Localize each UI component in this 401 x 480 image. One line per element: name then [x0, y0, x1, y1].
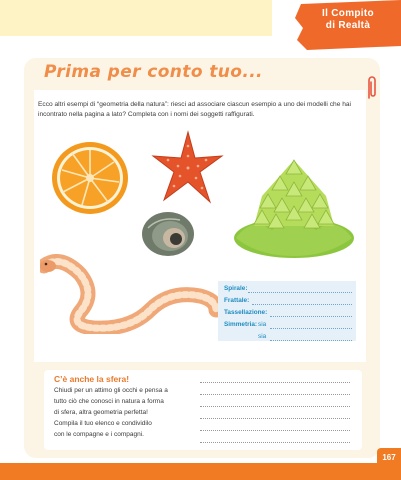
romanesco-image	[232, 156, 356, 260]
compito-badge	[293, 0, 401, 52]
sfera-write-line[interactable]	[200, 382, 350, 383]
field-simmetria-1[interactable]	[270, 328, 352, 329]
sfera-instructions	[54, 385, 192, 440]
field-spirale[interactable]	[248, 292, 352, 293]
answer-row-frattale	[224, 297, 249, 304]
sfera-line-1: Chiudi per un attimo gli occhi e pensa a	[54, 387, 168, 394]
answer-row-spirale	[224, 285, 247, 292]
header-band	[0, 0, 272, 36]
starfish-image	[150, 128, 226, 206]
sfera-write-line[interactable]	[200, 418, 350, 419]
label-spirale: Spirale:	[224, 285, 248, 292]
field-simmetria-2[interactable]	[270, 340, 352, 341]
badge-line-1: Il Compito	[322, 8, 374, 19]
page-number: 167	[377, 448, 401, 468]
sfera-write-line[interactable]	[200, 394, 350, 395]
badge-line-2: di Realtà	[325, 20, 371, 31]
sfera-write-line[interactable]	[200, 430, 350, 431]
label-tassellazione: Tassellazione:	[224, 309, 268, 316]
label-sia-1: sia	[258, 321, 267, 328]
label-frattale: Frattale:	[224, 297, 250, 304]
sfera-title: C’è anche la sfera!	[54, 374, 130, 384]
paperclip-icon	[364, 74, 378, 100]
intro-text: Ecco altri esempi di “geometria della natura”: riesci ad associare ciascun esempio a uno dei modelli che hai incontrato nella pagina a lato? Completa con i nomi dei soggetti raffigurati.	[38, 101, 351, 118]
sfera-write-line[interactable]	[200, 442, 350, 443]
field-frattale[interactable]	[252, 304, 352, 305]
orange-slice-image	[50, 140, 130, 216]
snake-image	[40, 254, 220, 334]
answer-row-simmetria	[224, 321, 257, 328]
snail-shell-image	[140, 208, 196, 258]
card-title: Prima per conto tuo...	[44, 62, 263, 82]
label-sia-2: sia	[258, 333, 267, 340]
sfera-line-5: con le compagne e i compagni.	[54, 431, 144, 438]
badge-text	[303, 8, 393, 32]
sfera-line-2: tutto ciò che conosci in natura a forma	[54, 398, 164, 405]
label-simmetria: Simmetria:	[224, 321, 258, 328]
answer-row-tassellazione	[224, 309, 267, 316]
sfera-write-line[interactable]	[200, 406, 350, 407]
sfera-line-4: Compila il tuo elenco e condividilo	[54, 420, 152, 427]
field-tassellazione[interactable]	[270, 316, 352, 317]
sfera-line-3: di sfera, altra geometria perfetta!	[54, 409, 148, 416]
footer-bar	[0, 463, 401, 480]
